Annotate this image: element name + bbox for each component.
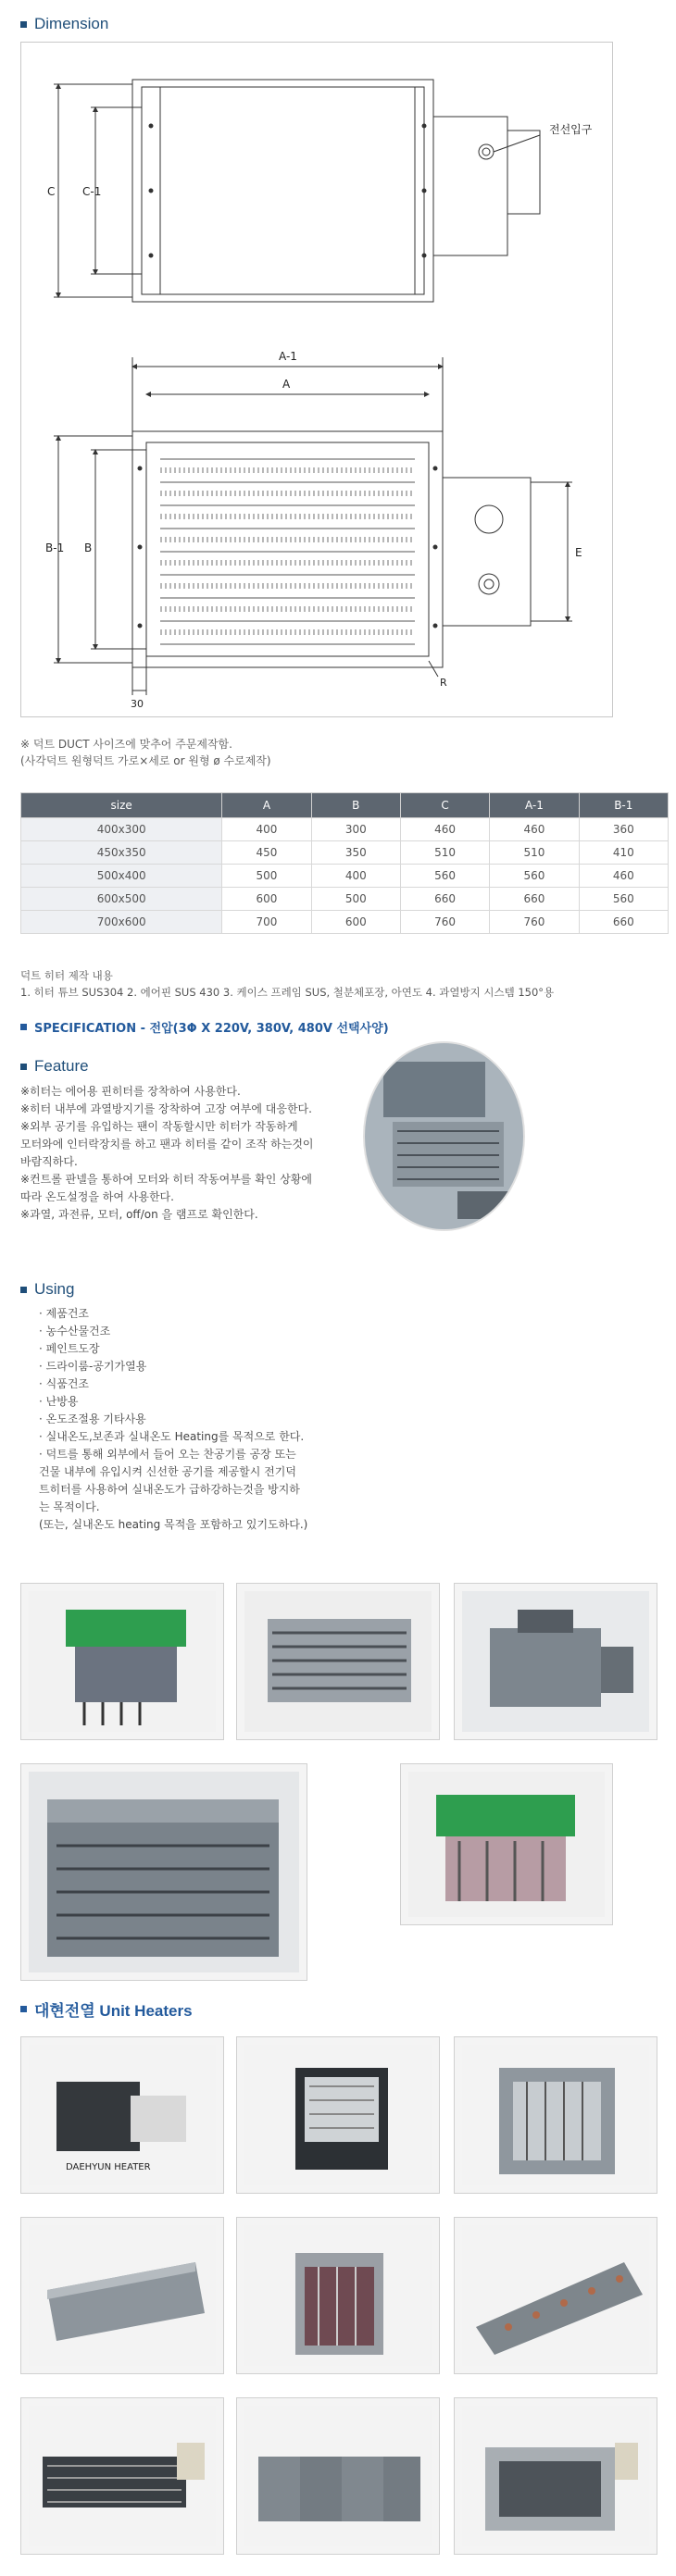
power-inlet-label: 전선입구 <box>549 123 593 136</box>
product-photo <box>20 1763 307 1981</box>
list-item: · 식품건조 <box>39 1377 89 1390</box>
logo-text: DAEHYUN HEATER <box>66 2162 151 2172</box>
list-item: · 페인트도장 <box>39 1342 100 1355</box>
using-list <box>39 1305 409 1534</box>
section-bullet-icon <box>20 1024 27 1030</box>
dimension-diagram <box>20 42 613 717</box>
product-photo <box>454 2036 657 2194</box>
dimension-title: Dimension <box>20 15 108 33</box>
list-item: ※외부 공기를 유입하는 팬이 작동할시만 히터가 작동하게 <box>20 1120 298 1133</box>
product-photo <box>454 1583 657 1740</box>
dim-label-e: E <box>575 546 582 559</box>
list-item: ※히터는 에어용 핀히터를 장착하여 사용한다. <box>20 1085 241 1098</box>
list-item: 트히터를 사용하여 실내온도가 급하강하는것을 방지하 <box>39 1483 300 1496</box>
table-row: 600x500 600 500 660 660 560 <box>21 888 669 911</box>
materials-note: 덕트 히터 제작 내용 1. 히터 튜브 SUS304 2. 에어핀 SUS 430 3. 케이스 프레임 SUS, 철분체포장, 아연도 4. 과열방지 시스템 150°용 <box>20 969 555 999</box>
list-item: ※컨트롤 판넬을 통하여 모터와 히터 작동여부를 확인 상황에 <box>20 1173 312 1186</box>
list-item: · 드라이룸-공기가열용 <box>39 1360 147 1373</box>
dim-label-b1: B-1 <box>45 541 65 554</box>
table-header-row: size A B C A-1 B-1 <box>21 793 669 818</box>
dim-label-a: A <box>282 378 291 391</box>
dim-label-30: 30 <box>131 698 144 710</box>
dim-label-a1: A-1 <box>279 350 297 363</box>
dim-label-b: B <box>84 541 93 554</box>
dim-label-r: R <box>440 677 447 689</box>
list-item: · 온도조절용 기타사용 <box>39 1412 146 1425</box>
order-note: ※ 덕트 DUCT 사이즈에 맞추어 주문제작함. (사각덕트 원형덕트 가로×세로 or 원형 ø 수로제작) <box>20 738 271 767</box>
specification-heading: SPECIFICATION - 전압(3Φ X 220V, 380V, 480V 선택사양) <box>20 1018 389 1036</box>
list-item: ※과열, 과전류, 모터, off/on 을 램프로 확인한다. <box>20 1208 258 1221</box>
list-item: (또는, 실내온도 heating 목적을 포함하고 있기도하다.) <box>39 1518 308 1531</box>
product-photo <box>454 2397 657 2555</box>
list-item: 모터와에 인터락장치를 하고 팬과 히터를 같이 조작 하는것이 <box>20 1138 314 1151</box>
section-bullet-icon <box>20 2006 27 2012</box>
list-item: · 실내온도,보존과 실내온도 Heating를 목적으로 한다. <box>39 1430 305 1443</box>
product-photo <box>236 2397 440 2555</box>
list-item: · 제품건조 <box>39 1307 89 1320</box>
feature-title: Feature <box>20 1057 89 1076</box>
list-item: · 농수산물건조 <box>39 1325 111 1338</box>
table-row: 700x600 700 600 760 760 660 <box>21 911 669 934</box>
using-title: Using <box>20 1280 74 1299</box>
section-bullet-icon <box>20 1287 27 1293</box>
feature-list <box>20 1083 372 1224</box>
table-row: 400x300 400 300 460 460 360 <box>21 818 669 841</box>
product-photo <box>20 2217 224 2374</box>
product-photo <box>20 2397 224 2555</box>
list-item: 는 목적이다. <box>39 1500 100 1513</box>
dim-label-c1: C-1 <box>82 185 102 198</box>
unit-heaters-title: 대현전열 Unit Heaters <box>20 1997 193 2021</box>
product-photo <box>20 2036 224 2194</box>
list-item: ※히터 내부에 과열방지기를 장착하여 고장 여부에 대응한다. <box>20 1102 312 1115</box>
product-photo <box>236 1583 440 1740</box>
dim-label-c: C <box>47 185 56 198</box>
list-item: 바람직하다. <box>20 1155 78 1168</box>
section-bullet-icon <box>20 21 27 28</box>
product-photo <box>236 2217 440 2374</box>
table-row: 500x400 500 400 560 560 460 <box>21 865 669 888</box>
size-table <box>20 792 669 934</box>
section-bullet-icon <box>20 1064 27 1070</box>
list-item: 건물 내부에 유입시켜 신선한 공기를 제공할시 전기덕 <box>39 1465 296 1478</box>
list-item: · 덕트를 통해 외부에서 들어 오는 찬공기를 공장 또는 <box>39 1448 296 1461</box>
list-item: · 난방용 <box>39 1395 79 1408</box>
product-photo <box>454 2217 657 2374</box>
table-row: 450x350 450 350 510 510 410 <box>21 841 669 865</box>
list-item: 따라 온도설정을 하여 사용한다. <box>20 1190 174 1203</box>
product-photo <box>236 2036 440 2194</box>
product-photo <box>400 1763 613 1925</box>
product-photo <box>20 1583 224 1740</box>
feature-product-photo <box>363 1041 525 1231</box>
